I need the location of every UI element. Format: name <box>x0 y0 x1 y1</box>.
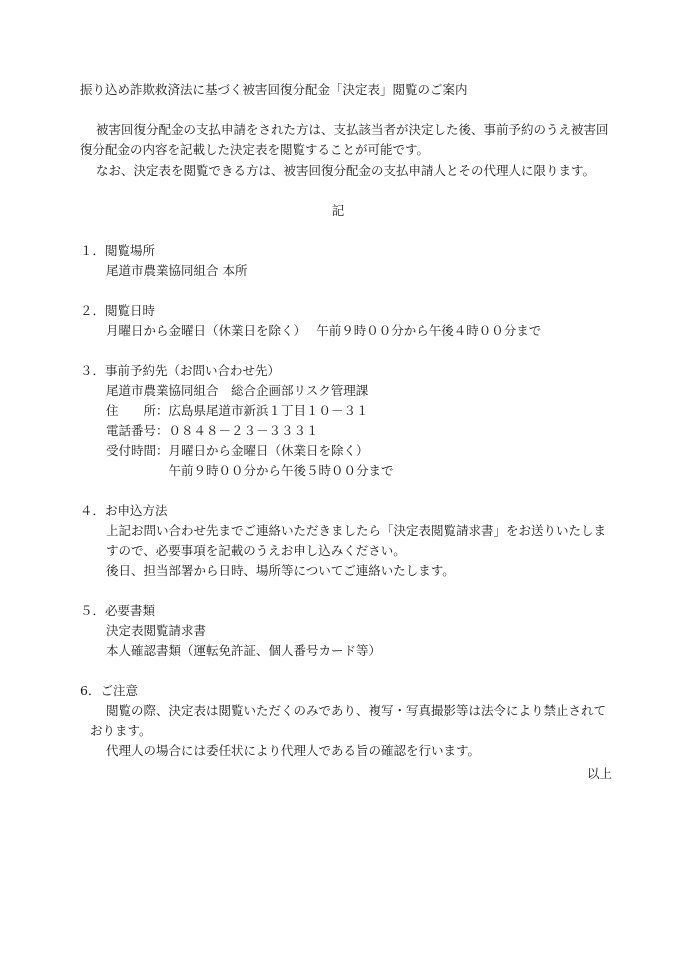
intro-line-2: 復分配金の内容を記載した決定表を閲覧することが可能です。 <box>80 142 430 157</box>
section-5-heading: ５．必要書類 <box>80 603 156 618</box>
section-3-line-1: 尾道市農業協同組合 総合企画部リスク管理課 <box>106 383 369 398</box>
section-1-line-1: 尾道市農業協同組合 本所 <box>106 263 248 278</box>
section-5-line-2: 本人確認書類（運転免許証、個人番号カード等） <box>106 643 382 658</box>
section-6-line-1: 閲覧の際、決定表は閲覧いただくのみであり、複写・写真撮影等は法令により禁止されて <box>106 703 607 718</box>
section-3-line-2: 住 所：広島県尾道市新浜１丁目１０－３１ <box>106 403 369 418</box>
section-4-line-1: 上記お問い合わせ先までご連絡いただきましたら「決定表閲覧請求書」をお送りいたしま <box>106 523 607 538</box>
section-2-line-1: 月曜日から金曜日（休業日を除く） 午前９時００分から午後４時００分まで <box>106 323 542 338</box>
intro-line-1: 被害回復分配金の支払申請をされた方は、支払該当者が決定した後、事前予約のうえ被害回 <box>96 122 609 137</box>
section-4-line-2: すので、必要事項を記載のうえお申し込みください。 <box>106 543 406 558</box>
section-2-heading: ２．閲覧日時 <box>80 303 156 318</box>
section-6-line-2: おります。 <box>90 723 152 738</box>
document-title: 振り込め詐欺救済法に基づく被害回復分配金「決定表」閲覧のご案内 <box>80 82 468 97</box>
section-5-line-1: 決定表閲覧請求書 <box>106 623 207 638</box>
ki-heading: 記 <box>331 203 345 218</box>
section-4-line-3: 後日、担当部署から日時、場所等についてご連絡いたします。 <box>106 563 455 578</box>
section-1-heading: １．閲覧場所 <box>80 243 156 258</box>
closing-mark: 以上 <box>586 766 612 781</box>
section-3-line-3: 電話番号：０８４８－２３－３３３１ <box>106 423 319 438</box>
intro-line-3: なお、決定表を閲覧できる方は、被害回復分配金の支払申請人とその代理人に限ります。 <box>96 163 596 178</box>
section-3-heading: ３．事前予約先（お問い合わせ先） <box>80 363 281 378</box>
section-6-line-3: 代理人の場合には委任状により代理人である旨の確認を行います。 <box>106 743 481 758</box>
section-4-heading: ４．お申込方法 <box>80 503 168 518</box>
section-3-line-4: 受付時間：月曜日から金曜日（休業日を除く） <box>106 443 369 458</box>
section-6-heading: 6．ご注意 <box>80 683 138 698</box>
section-3-line-5: 午前９時００分から午後５時００分まで <box>106 463 394 478</box>
